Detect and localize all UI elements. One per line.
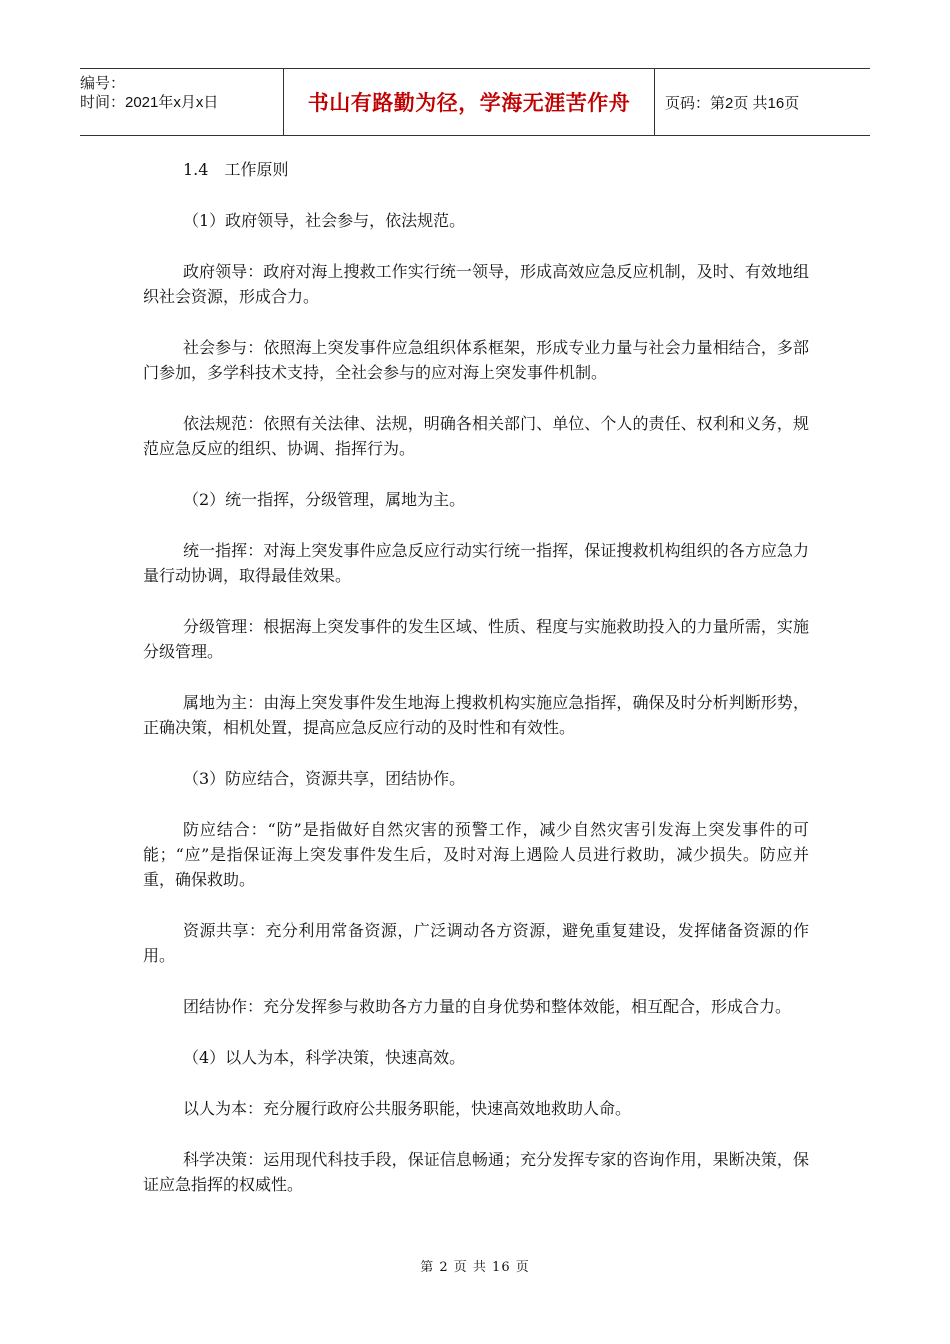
page-header — [80, 68, 870, 136]
header-meta — [80, 69, 283, 135]
header-page-info-cell — [655, 69, 870, 135]
body-paragraph: 统一指挥：对海上突发事件应急反应行动实行统一指挥，保证搜救机构组织的各方应急力量行动协调，取得最佳效果。 — [143, 541, 809, 585]
header-motto: 书山有路勤为径，学海无涯苦作舟 — [307, 92, 631, 115]
body-paragraph: 以人为本：充分履行政府公共服务职能，快速高效地救助人命。 — [183, 1099, 632, 1118]
document-body — [143, 157, 809, 1223]
document-number-label: 编号： — [80, 75, 126, 92]
body-paragraph: 分级管理：根据海上突发事件的发生区域、性质、程度与实施救助投入的力量所需，实施分级管理。 — [143, 617, 809, 661]
principle-heading-2: （2）统一指挥，分级管理，属地为主。 — [183, 490, 466, 509]
page-footer: 第 2 页 共 16 页 — [420, 1260, 530, 1275]
body-paragraph: 属地为主：由海上突发事件发生地海上搜救机构实施应急指挥，确保及时分析判断形势，正确决策，相机处置，提高应急反应行动的及时性和有效性。 — [143, 693, 809, 737]
section-heading: 1.4 工作原则 — [183, 160, 289, 179]
document-date: 时间：2021年x月x日 — [80, 94, 219, 111]
body-paragraph: 资源共享：充分利用常备资源，广泛调动各方资源，避免重复建设，发挥储备资源的作用。 — [143, 921, 809, 965]
header-page-info: 页码：第2页 共16页 — [665, 94, 800, 112]
principle-heading-3: （3）防应结合，资源共享，团结协作。 — [183, 769, 466, 788]
principle-heading-1: （1）政府领导，社会参与，依法规范。 — [183, 211, 466, 230]
body-paragraph: 依法规范：依照有关法律、法规，明确各相关部门、单位、个人的责任、权利和义务，规范应急反应的组织、协调、指挥行为。 — [143, 414, 809, 458]
body-paragraph: 防应结合：“防”是指做好自然灾害的预警工作，减少自然灾害引发海上突发事件的可能；“应”是指保证海上突发事件发生后，及时对海上遇险人员进行救助，减少损失。防应并重，确保救助。 — [143, 820, 809, 889]
principle-heading-4: （4）以人为本，科学决策，快速高效。 — [183, 1048, 466, 1067]
body-paragraph: 团结协作：充分发挥参与救助各方力量的自身优势和整体效能，相互配合，形成合力。 — [183, 997, 792, 1016]
header-motto-cell — [283, 69, 655, 135]
body-paragraph: 政府领导：政府对海上搜救工作实行统一领导，形成高效应急反应机制，及时、有效地组织社会资源，形成合力。 — [143, 262, 809, 306]
body-paragraph: 社会参与：依照海上突发事件应急组织体系框架，形成专业力量与社会力量相结合，多部门参加，多学科技术支持，全社会参与的应对海上突发事件机制。 — [143, 338, 809, 382]
body-paragraph: 科学决策：运用现代科技手段，保证信息畅通；充分发挥专家的咨询作用，果断决策，保证应急指挥的权威性。 — [143, 1150, 809, 1194]
